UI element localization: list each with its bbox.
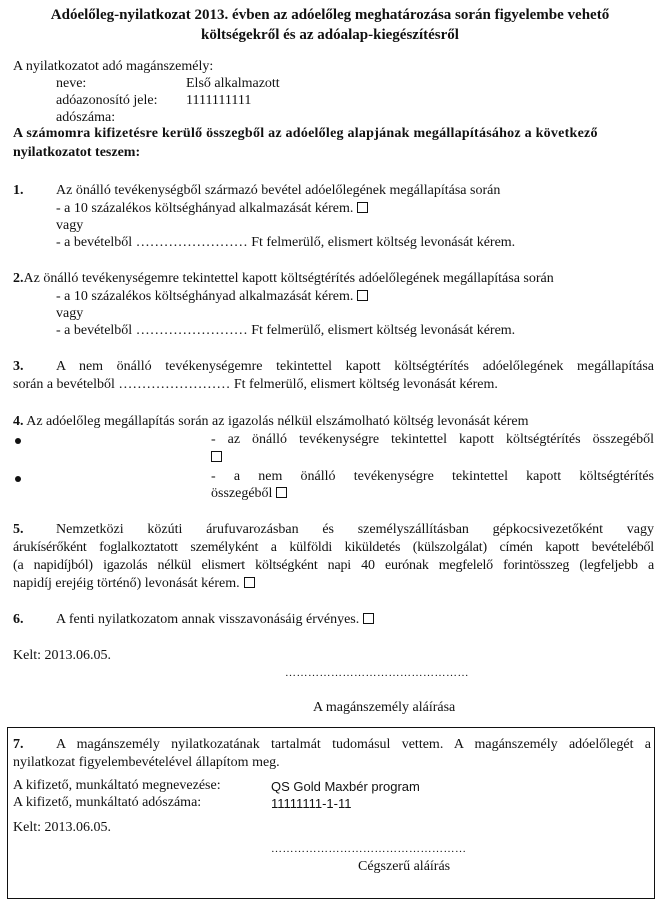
section-1-option-b-prefix: - a bevételből — [56, 235, 133, 250]
section-4-heading — [13, 414, 529, 430]
title-line-1: Adóelőleg-nyilatkozat 2013. évben az adóelőleg meghatározása során figyelembe vehető — [50, 7, 610, 23]
employer-name-value[interactable]: QS Gold Maxbér program — [271, 779, 420, 794]
declarant-heading: A nyilatkozatot adó magánszemély: — [13, 59, 214, 74]
section-2-option-a-checkbox[interactable] — [357, 290, 368, 301]
section-3-line-2-prefix: során a bevételből — [13, 377, 115, 392]
section-4-text: Az adóelőleg megállapítás során az igazolás nélkül elszámolható költség levonását kérem — [26, 414, 529, 429]
tax-number-label: adószáma: — [56, 110, 116, 125]
company-signature-caption: Cégszerű aláírás — [358, 859, 451, 874]
section-4-item-2-checkbox[interactable] — [276, 487, 287, 498]
section-3-line-2 — [13, 377, 498, 393]
section-2-amount-field[interactable]: …………………… — [135, 323, 248, 338]
employer-date: Kelt: 2013.06.05. — [13, 820, 111, 835]
document-title — [0, 5, 660, 45]
section-5-line-1: Nemzetközi közúti árufuvarozásban és személyszállításban gépkocsivezetőként vagy — [56, 522, 654, 537]
private-date: Kelt: 2013.06.05. — [13, 648, 111, 663]
tax-number-value[interactable] — [186, 110, 336, 126]
private-signature-line[interactable]: ………………………………………… — [285, 667, 469, 679]
section-1-option-a — [56, 201, 368, 217]
section-2-option-a-label: - a 10 százalékos költséghányad alkalmazását kérem. — [56, 289, 354, 304]
section-3-amount-field[interactable]: …………………… — [118, 377, 231, 392]
section-1-option-a-checkbox[interactable] — [357, 202, 368, 213]
employer-tax-value[interactable]: 11111111-1-11 — [271, 796, 352, 811]
section-3-line-1: A nem önálló tevékenységemre tekintettel kapott költségtérítés adóelőlegének megállapítása — [56, 359, 654, 374]
section-2-option-b-suffix: Ft felmerülő, elismert költség levonását kérem. — [251, 323, 516, 338]
section-5-number: 5. — [13, 522, 24, 537]
section-2-option-a — [56, 289, 368, 305]
section-2-option-b — [56, 323, 515, 339]
section-6-number: 6. — [13, 612, 24, 627]
section-2-option-b-prefix: - a bevételből — [56, 323, 133, 338]
section-6-text: A fenti nyilatkozatom annak visszavonásáig érvényes. — [56, 612, 360, 627]
section-7-line-2: nyilatkozat figyelembevételével állapítom meg. — [13, 755, 280, 770]
section-4-item-2-line-2 — [211, 486, 287, 502]
title-line-2: költségekről és az adóalap-kiegészítésről — [201, 27, 459, 43]
section-1-option-a-label: - a 10 százalékos költséghányad alkalmazását kérem. — [56, 201, 354, 216]
intro-line-2: nyilatkozatot teszem: — [13, 145, 141, 160]
section-1-amount-field[interactable]: …………………… — [135, 235, 248, 250]
section-1-text: Az önálló tevékenységből származó bevétel adóelőlegének megállapítása során — [56, 183, 501, 198]
section-3-line-2-suffix: Ft felmerülő, elismert költség levonását kérem. — [233, 377, 498, 392]
section-4-item-1: - az önálló tevékenységre tekintettel kapott költségtérítés összegéből — [211, 432, 654, 447]
company-signature-line[interactable]: …………………………………………… — [271, 843, 467, 855]
name-value[interactable]: Első alkalmazott — [186, 76, 280, 91]
bullet-icon — [15, 476, 21, 482]
tax-id-value[interactable]: 1111111111 — [186, 93, 252, 108]
section-4-number: 4. — [13, 414, 24, 429]
section-5-line-4-text: napidíj erejéig történő) levonását kérem. — [13, 576, 240, 591]
section-1-number: 1. — [13, 183, 24, 198]
employer-name-label: A kifizető, munkáltató megnevezése: — [13, 778, 221, 793]
section-4-item-1-checkbox-wrap — [211, 450, 222, 466]
section-3-number: 3. — [13, 359, 24, 374]
section-4-item-2-label: összegéből — [211, 486, 273, 501]
tax-id-label: adóazonosító jele: — [56, 93, 158, 108]
private-signature-caption: A magánszemély aláírása — [313, 700, 456, 715]
section-6-checkbox[interactable] — [363, 613, 374, 624]
section-4-item-2-line-1: - a nem önálló tevékenységre tekintettel kapott költségtérítés — [211, 469, 654, 484]
section-2-or: vagy — [56, 306, 84, 321]
section-1-or: vagy — [56, 218, 84, 233]
section-5-line-2: árukísérőként foglalkoztatott személyként a külföldi kiküldetés (külszolgálat) címén kapott bevételéből — [13, 540, 654, 555]
section-7-line-1: A magánszemély nyilatkozatának tartalmát tudomásul vettem. A magánszemély adóelőlegét a — [56, 737, 651, 752]
section-2-heading — [13, 271, 554, 287]
section-1-option-b-suffix: Ft felmerülő, elismert költség levonását kérem. — [251, 235, 516, 250]
section-5-checkbox[interactable] — [244, 577, 255, 588]
section-5-line-3: (a napidíjból) igazolás nélkül elismert költségként napi 40 eurónak megfelelő forintösszeg (legfeljebb a — [13, 558, 654, 573]
intro-line-1: A számomra kifizetésre kerülő összegből az adóelőleg alapjának megállapításához a következő — [13, 126, 598, 141]
section-4-item-1-checkbox[interactable] — [211, 451, 222, 462]
section-7-number: 7. — [13, 737, 24, 752]
name-label: neve: — [56, 76, 87, 91]
employer-tax-label: A kifizető, munkáltató adószáma: — [13, 795, 202, 810]
section-2-number: 2. — [13, 271, 24, 286]
section-5-line-4 — [13, 576, 255, 592]
section-2-text: Az önálló tevékenységemre tekintettel kapott költségtérítés adóelőlegének megállapítása során — [23, 271, 554, 286]
section-6-line — [56, 612, 374, 628]
section-1-option-b — [56, 235, 515, 251]
bullet-icon — [15, 438, 21, 444]
